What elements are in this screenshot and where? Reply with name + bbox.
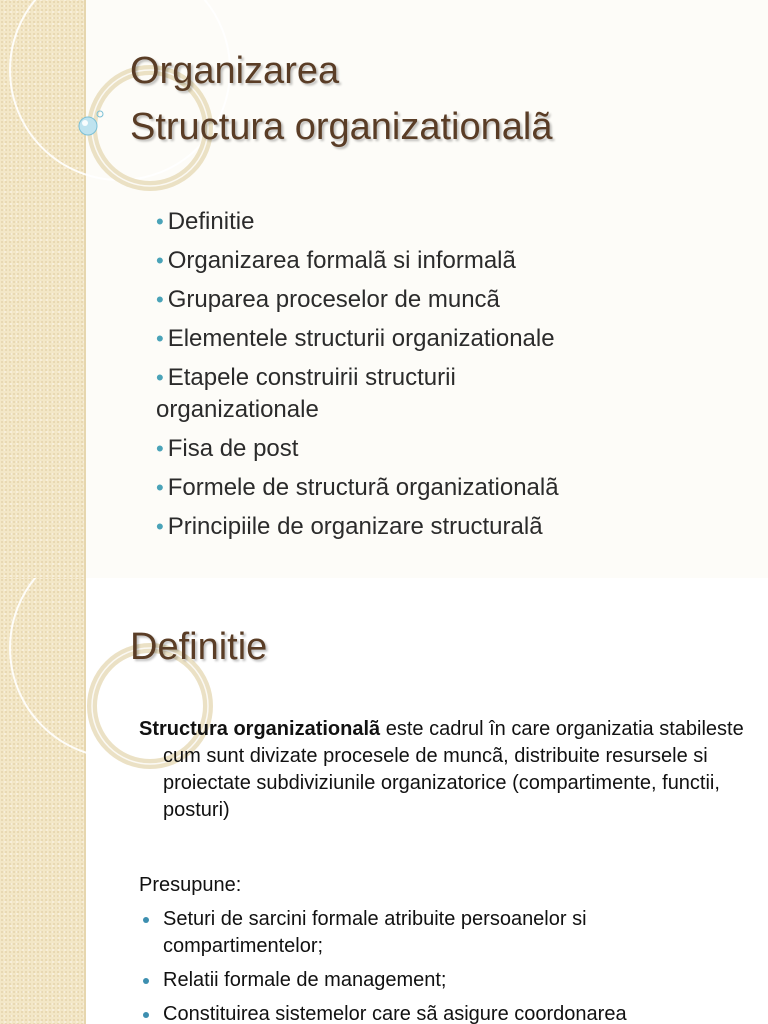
bullet-icon: • [156,209,164,234]
list-item: Relatii formale de management; [139,967,749,994]
list-item: • Principiile de organizare structuralã [156,513,543,540]
list-item: • Gruparea proceselor de muncã [156,286,500,313]
bullet-icon: • [156,475,164,500]
strip-edge [84,578,86,1024]
bullet-icon: • [156,514,164,539]
definition-paragraph [139,716,749,824]
presupune-label: Presupune: [139,874,242,896]
bullet-icon: • [156,287,164,312]
list-item: • Fisa de post [156,435,299,462]
decorative-strip [0,578,84,1024]
list-item: • Definitie [156,208,255,235]
slide-title-line1: Organizarea [130,50,340,92]
bullet-icon: • [156,248,164,273]
definition-text: este cadrul în care organizatia stabileste cum sunt divizate procesele de muncã, distribuite resursele si proiectate subdiviziunile organizatorice (compartimente, functii, posturi) [163,718,744,821]
list-item: Seturi de sarcini formale atribuite persoanelor si compartimentelor; [139,906,749,960]
list-item: Constituirea sistemelor care sã asigure coordonarea [139,1001,749,1024]
topics-list [156,206,746,550]
slide-title-line2: Structura organizationalã [130,106,553,148]
list-item: • Formele de structurã organizationalã [156,474,559,501]
definition-term: Structura organizationalã [139,718,381,740]
bullet-icon: • [156,436,164,461]
list-item-continuation: organizationale [156,396,319,423]
decorative-strip [0,0,84,578]
bullet-icon: • [156,365,164,390]
presupune-list [139,906,749,1024]
strip-edge [84,0,86,578]
list-item: • Elementele structurii organizationale [156,325,555,352]
bullet-icon: • [156,326,164,351]
slide-definitie [0,578,768,1024]
list-item: • Organizarea formalã si informalã [156,247,516,274]
slide-title: Definitie [130,626,268,668]
list-item: • Etapele construirii structurii organizationale [156,362,746,426]
